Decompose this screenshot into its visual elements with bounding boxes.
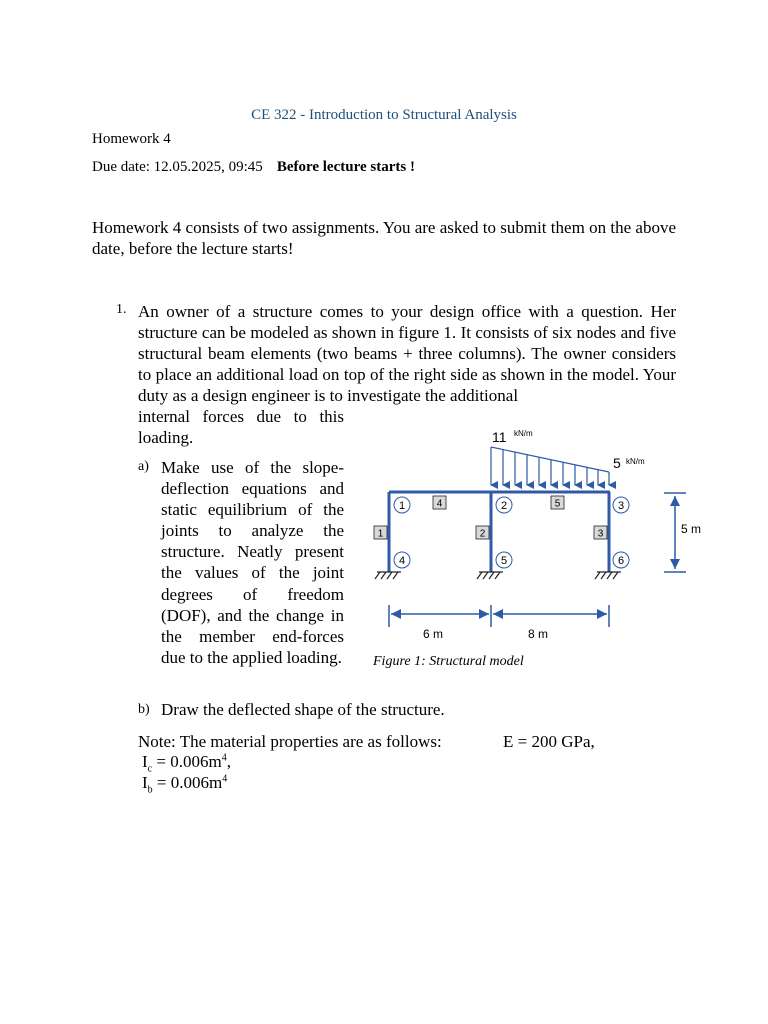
fixed-supports bbox=[375, 572, 621, 579]
due-date: Due date: 12.05.2025, 09:45 bbox=[92, 159, 263, 175]
question-number: 1. bbox=[116, 302, 127, 317]
load-left-unit: kN/m bbox=[514, 429, 533, 438]
part-a-label: a) bbox=[138, 459, 149, 474]
span-dimension bbox=[389, 605, 609, 627]
ib-number: = 0.006m bbox=[152, 773, 223, 792]
distributed-load bbox=[491, 447, 609, 485]
part-a-text: Make use of the slope-deflection equations and static equilibrium of the joints to analyze the structure. Neatly present the values of the joint degrees of freedom (DOF), and the change in the member end-forces due to the applied loading. bbox=[161, 458, 344, 667]
homework-label: Homework 4 bbox=[92, 131, 171, 147]
e-value: E = 200 GPa, bbox=[503, 732, 595, 751]
height-label: 5 m bbox=[681, 522, 702, 536]
ib-subscript: b bbox=[147, 784, 153, 796]
ib-symbol: I bbox=[142, 773, 148, 792]
element-label: 3 bbox=[597, 528, 604, 540]
question-text-tail: internal forces due to this bbox=[138, 407, 344, 426]
ic-comma: , bbox=[226, 752, 231, 771]
due-note: Before lecture starts ! bbox=[276, 159, 415, 175]
ic-symbol: I bbox=[142, 752, 148, 771]
span-left-label: 6 m bbox=[422, 627, 444, 641]
node-label: 4 bbox=[398, 555, 406, 567]
part-b-label: b) bbox=[138, 702, 150, 717]
intro-paragraph: Homework 4 consists of two assignments. You are asked to submit them on the above date, before the lecture starts! bbox=[92, 218, 676, 258]
span-right-label: 8 m bbox=[527, 627, 549, 641]
ib-exponent: 4 bbox=[222, 773, 228, 785]
load-left-value: 11 bbox=[492, 429, 507, 445]
element-label: 5 bbox=[554, 498, 561, 510]
question-text-tail-end: loading. bbox=[138, 428, 194, 447]
element-label: 2 bbox=[479, 528, 486, 540]
node-label: 2 bbox=[500, 500, 508, 512]
note-text: Note: The material properties are as follows: bbox=[138, 732, 442, 751]
element-label: 1 bbox=[377, 528, 384, 540]
node-label: 5 bbox=[500, 555, 508, 567]
node-label: 6 bbox=[617, 555, 625, 567]
load-right-unit: kN/m bbox=[626, 457, 645, 466]
figure-caption: Figure 1: Structural model bbox=[373, 654, 524, 669]
question-text: An owner of a structure comes to your design office with a question. Her structure can be modeled as shown in figure 1. It consists of six nodes and five structural beam elements (two beams + three columns). The owner considers to place an additional load on top of the right side as shown in the model. Your duty as a design engineer is to investigate the additional bbox=[138, 302, 676, 405]
element-label: 4 bbox=[436, 498, 443, 510]
ic-number: = 0.006m bbox=[152, 752, 222, 771]
node-label: 3 bbox=[617, 500, 625, 512]
node-label: 1 bbox=[398, 500, 406, 512]
course-title: CE 322 - Introduction to Structural Analysis bbox=[251, 107, 517, 123]
ic-exponent: 4 bbox=[221, 752, 227, 764]
part-b-text: Draw the deflected shape of the structure. bbox=[161, 700, 445, 719]
ic-subscript: c bbox=[147, 763, 153, 775]
load-right-value: 5 bbox=[613, 455, 621, 471]
